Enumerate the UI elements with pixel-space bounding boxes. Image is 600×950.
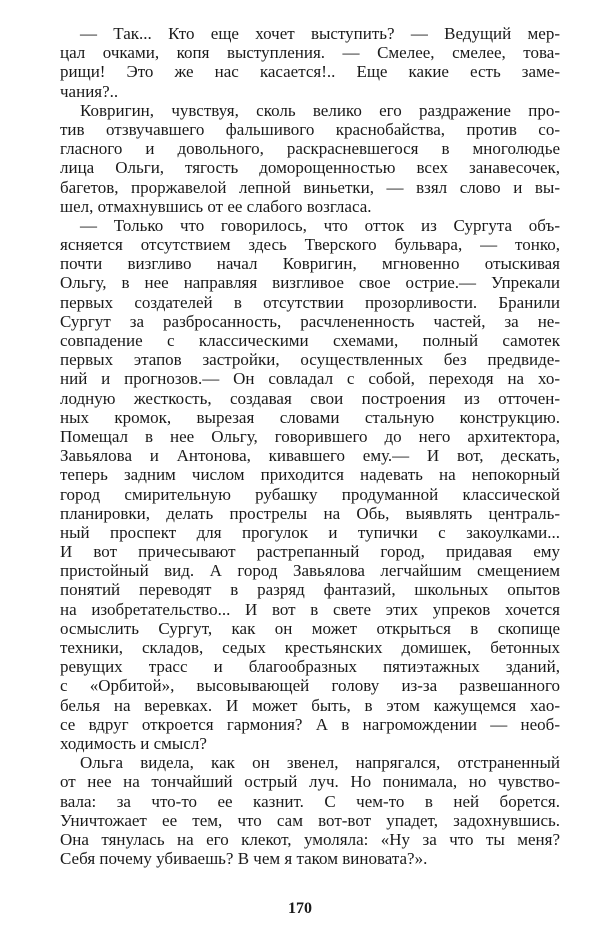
text-line: ясняется отсутствием здесь Тверского бульвара, — тонко, <box>60 235 560 255</box>
text-line: гласного и довольного, раскрасневшегося в многолюдье <box>60 139 560 159</box>
text-line: цал очками, копя выступления. — Смелее, смелее, това- <box>60 43 560 63</box>
text-line: — Только что говорилось, что отток из Сургута объ- <box>80 215 560 235</box>
text-line: Ольга видела, как он звенел, напрягался, отстраненный <box>80 753 560 773</box>
text-line: се вдруг откроется гармония? А в нагромождении — необ- <box>60 714 560 734</box>
text-line: вала: за что-то ее казнит. С чем-то в ней борется. <box>60 791 560 811</box>
text-line: Уничтожает ее тем, что сам вот-вот упадет, задохнувшись. <box>60 810 560 830</box>
text-line: ревущих трасс и благообразных пятиэтажных зданий, <box>60 657 560 677</box>
text-line: планировки, делать прострелы на Обь, выявлять централь- <box>60 503 560 523</box>
text-line: Завьялова и Антонова, кивавшего ему.— И вот, дескать, <box>60 446 560 466</box>
text-line: рищи! Это же нас касается!.. Еще какие есть заме- <box>60 62 560 82</box>
text-line: ний и прогнозов.— Он совладал с собой, переходя на хо- <box>60 369 560 389</box>
text-line: белья на веревках. И может быть, в этом кажущемся хао- <box>60 695 560 715</box>
paragraph <box>60 753 560 868</box>
text-line: Ковригин, чувствуя, сколь велико его раздражение про- <box>80 100 560 120</box>
paragraph <box>60 101 560 216</box>
text-line: ный проспект для прогулок и тупички с закоулками... <box>60 522 560 542</box>
text-line: на изобретательство... И вот в свете этих упреков хочется <box>60 599 560 619</box>
text-line: багетов, проржавелой лепной виньетки, — взял слово и вы- <box>60 177 560 197</box>
paragraph <box>60 216 560 753</box>
text-line: первых создателей в отсутствии прозорливости. Бранили <box>60 292 560 312</box>
paragraph <box>60 24 560 101</box>
text-line: первых этапов застройки, осуществленных без предвиде- <box>60 350 560 370</box>
text-line: город смирительную рубашку продуманной классической <box>60 484 560 504</box>
text-line: Ольгу, в нее направляя визгливое свое острие.— Упрекали <box>60 273 560 293</box>
text-line: лица Ольги, тягость доморощенностью всех занавесочек, <box>60 158 560 178</box>
text-line: Помещал в нее Ольгу, говорившего до него архитектора, <box>60 426 560 446</box>
text-line: шел, отмахнувшись от ее слабого возгласа. <box>60 196 372 216</box>
text-line: — Так... Кто еще хочет выступить? — Ведущий мер- <box>80 24 560 43</box>
text-line: ходимость и смысл? <box>60 733 207 753</box>
text-line: чания?.. <box>60 81 119 101</box>
text-line: пристойный вид. А город Завьялова легчайшим смещением <box>60 561 560 581</box>
text-line: Себя почему убиваешь? В чем я таком виновата?». <box>60 849 428 869</box>
text-line: с «Орбитой», высовывающей голову из-за развешанного <box>60 676 560 696</box>
text-line: теперь задним числом приходится надевать на непокорный <box>60 465 560 485</box>
text-line: И вот причесывают растрепанный город, придавая ему <box>60 542 560 562</box>
text-line: лодную жесткость, создавая свои построения из отточен- <box>60 388 560 408</box>
text-line: понятий переводят в разряд фантазий, школьных опытов <box>60 580 560 600</box>
text-line: совпадение с классическими схемами, полный самотек <box>60 331 560 350</box>
text-line: осмыслить Сургут, как он может открыться в скопище <box>60 618 560 638</box>
text-line: почти визгливо начал Ковригин, мгновенно отыскивая <box>60 254 560 274</box>
page-number: 170 <box>288 900 312 917</box>
text-line: тив отзвучавшего фальшивого краснобайства, против со- <box>60 119 560 139</box>
text-line: ных кромок, вырезая словами стальную конструкцию. <box>60 407 560 427</box>
text-line: от нее на тончайший острый луч. Но понимала, но чувство- <box>60 772 560 792</box>
book-page-text <box>60 24 560 868</box>
text-line: техники, складов, седых крестьянских домишек, бетонных <box>60 638 560 657</box>
text-line: Сургут за разбросанность, расчлененность частей, за не- <box>60 311 560 331</box>
text-line: Она тянулась на его клекот, умоляла: «Ну за что ты меня? <box>60 829 560 849</box>
